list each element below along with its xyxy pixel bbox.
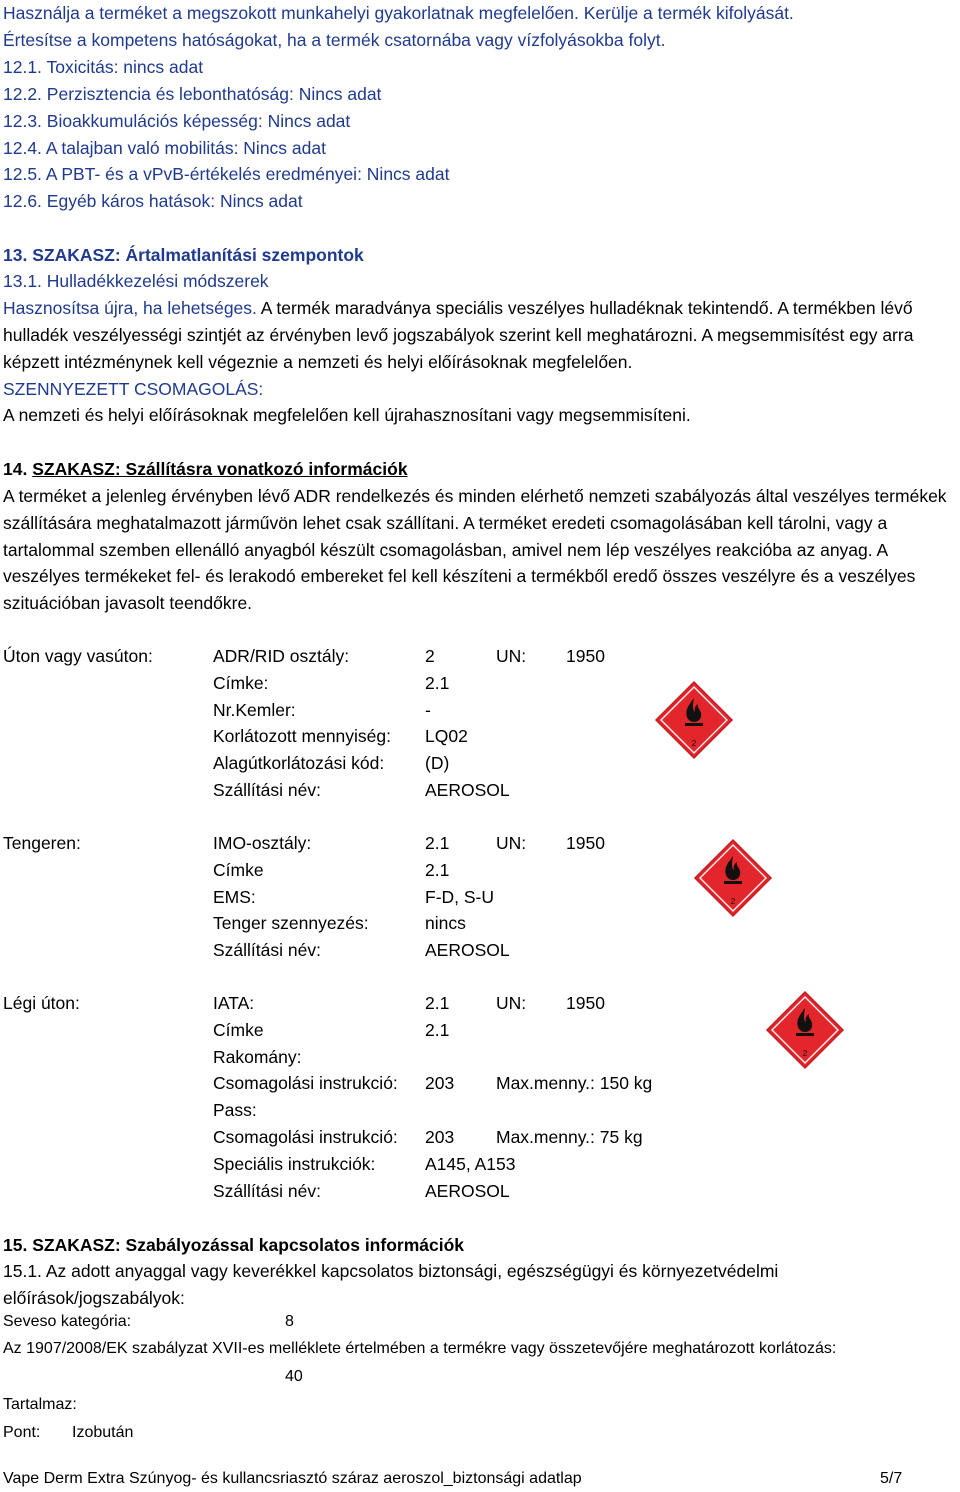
transport-value: AEROSOL	[425, 940, 510, 961]
transport-value: LQ02	[425, 726, 468, 747]
section-15-heading	[3, 1232, 464, 1259]
transport-value: nincs	[425, 913, 466, 934]
transport-value: 2.1	[425, 1019, 450, 1040]
transport-extra-label: UN:	[496, 833, 527, 853]
transport-label: Nr.Kemler:	[213, 699, 296, 720]
section-13-number: 13.	[3, 245, 28, 265]
flammable-gas-label-air-class: 2	[802, 1049, 808, 1058]
flammable-gas-label-road-class: 2	[691, 739, 697, 748]
transport-extra-value: 1950	[566, 646, 605, 666]
transport-value: 2.1	[425, 833, 450, 853]
item-12-4: 12.4. A talajban való mobilitás: Nincs adat	[3, 138, 326, 158]
point-value: Izobután	[72, 1424, 134, 1441]
section-14-number: 14.	[3, 459, 28, 479]
transport-label: EMS:	[213, 886, 256, 907]
transport-label: Pass:	[213, 1100, 257, 1121]
transport-value: 2.1	[425, 672, 450, 693]
transport-value: AEROSOL	[425, 1180, 510, 1201]
packaging-text: A nemzeti és helyi előírásoknak megfelelően kell újrahasznosítani vagy megsemmisíteni.	[3, 405, 691, 425]
transport-label: Csomagolási instrukció:	[213, 1073, 398, 1094]
item-12-3: 12.3. Bioakkumulációs képesség: Nincs adat	[3, 111, 351, 131]
contains-label: Tartalmaz:	[3, 1396, 77, 1413]
transport-value: 203	[425, 1127, 455, 1147]
recycle-text: Hasznosítsa újra, ha lehetséges.	[3, 298, 257, 318]
transport-label: Csomagolási instrukció:	[213, 1127, 398, 1147]
transport-label: Speciális instrukciók:	[213, 1153, 376, 1174]
transport-mode-road: Úton vagy vasúton:	[3, 646, 153, 666]
section-14-title: SZAKASZ: Szállításra vonatkozó információk	[32, 459, 408, 479]
transport-label: Címke	[213, 859, 264, 880]
seveso-value: 8	[285, 1313, 294, 1330]
section-13-sub: 13.1. Hulladékkezelési módszerek	[3, 271, 269, 291]
transport-value: (D)	[425, 753, 450, 774]
transport-label: Szállítási név:	[213, 1180, 321, 1201]
section-15-title: SZAKASZ: Szabályozással kapcsolatos információk	[32, 1235, 465, 1255]
transport-extra-value: 1950	[566, 833, 605, 853]
item-12-2: 12.2. Perzisztencia és lebonthatóság: Nincs adat	[3, 84, 382, 104]
transport-value: A145, A153	[425, 1153, 516, 1174]
section-14-heading	[3, 456, 408, 483]
transport-label: Címke	[213, 1019, 264, 1040]
seveso-label: Seveso kategória:	[3, 1313, 132, 1330]
waste-text: A termék maradványa speciális veszélyes hulladéknak tekintendő. A termékben lévő hulladék veszélyességi szintjét az érvényben levő jogszabályok szerint kell meghatározni. A megsemmisítést egy arra képzett intézménynek kell végeznie a nemzeti és helyi előírásoknak megfelelően.	[3, 298, 914, 372]
flammable-gas-label-sea	[693, 838, 773, 918]
transport-extra-value: 1950	[566, 993, 605, 1013]
transport-label: Címke:	[213, 672, 269, 693]
transport-extra-label: UN:	[496, 646, 527, 666]
transport-mode-sea: Tengeren:	[3, 833, 81, 853]
section-13-title: SZAKASZ: Ártalmatlanítási szempontok	[32, 245, 364, 265]
item-12-5: 12.5. A PBT- és a vPvB-értékelés eredményei: Nincs adat	[3, 164, 450, 184]
section-13-paragraph	[3, 295, 957, 375]
section-13-heading	[3, 242, 364, 269]
transport-label: IMO-osztály:	[213, 833, 312, 853]
section-15-number: 15.	[3, 1235, 28, 1255]
section-15-sub: 15.1. Az adott anyaggal vagy keverékkel kapcsolatos biztonsági, egészségügyi és környezetvédelmi előírások/jogszabályok:	[3, 1261, 779, 1308]
transport-label: Korlátozott mennyiség:	[213, 726, 392, 747]
item-12-1: 12.1. Toxicitás: nincs adat	[3, 57, 204, 77]
footer-doc-title: Vape Derm Extra Szúnyog- és kullancsriasztó száraz aeroszol_biztonsági adatlap	[3, 1470, 582, 1487]
flammable-gas-label-air	[765, 990, 845, 1070]
transport-value: AEROSOL	[425, 780, 510, 800]
intro-line-1: Használja a terméket a megszokott munkahelyi gyakorlatnak megfelelően. Kerülje a termék kifolyását.	[3, 3, 794, 23]
item-12-6: 12.6. Egyéb káros hatások: Nincs adat	[3, 191, 303, 211]
footer-page-number: 5/7	[880, 1470, 903, 1487]
point-label: Pont:	[3, 1424, 41, 1441]
intro-line-2: Értesítse a kompetens hatóságokat, ha a termék csatornába vagy vízfolyásokba folyt.	[3, 30, 666, 50]
transport-label: Szállítási név:	[213, 940, 321, 961]
transport-extra-label: Max.menny.: 75 kg	[496, 1127, 643, 1147]
transport-extra-label: UN:	[496, 993, 527, 1013]
transport-label: Szállítási név:	[213, 780, 321, 800]
section-14-paragraph: A terméket a jelenleg érvényben lévő ADR rendelkezés és minden elérhető nemzeti szabályozás által veszélyes termékek szállítására meghatalmazott járművön lehet csak szállítani. A terméket eredeti csomagolásában kell tárolni, vagy a tartalommal szemben ellenálló anyagból készült csomagolásban, amivel nem lép veszélyes reakcióba az anyag. A veszélyes termékeket fel- és lerakodó embereket fel kell készíteni a termékből eredő összes veszélyre és a veszélyes szituációban javasolt teendőkre.	[3, 486, 947, 614]
transport-value: 2.1	[425, 993, 450, 1013]
transport-value: 2.1	[425, 859, 450, 880]
transport-label: Tenger szennyezés:	[213, 913, 369, 934]
transport-label: IATA:	[213, 993, 255, 1013]
packaging-label: SZENNYEZETT CSOMAGOLÁS:	[3, 379, 264, 399]
transport-value: F-D, S-U	[425, 886, 495, 907]
flammable-gas-label-road	[654, 680, 734, 760]
transport-label: Rakomány:	[213, 1046, 302, 1067]
transport-label: Alagútkorlátozási kód:	[213, 753, 385, 774]
transport-extra-label: Max.menny.: 150 kg	[496, 1073, 653, 1094]
transport-value: -	[425, 699, 431, 720]
reach-value: 40	[285, 1368, 303, 1385]
flammable-gas-label-sea-class: 2	[730, 897, 736, 906]
transport-value: 203	[425, 1073, 455, 1094]
transport-mode-air: Légi úton:	[3, 993, 80, 1013]
reach-text: Az 1907/2008/EK szabályzat XVII-es melléklete értelmében a termékre vagy összetevőjére meghatározott korlátozás:	[3, 1340, 837, 1357]
transport-label: ADR/RID osztály:	[213, 646, 350, 666]
transport-value: 2	[425, 646, 435, 666]
